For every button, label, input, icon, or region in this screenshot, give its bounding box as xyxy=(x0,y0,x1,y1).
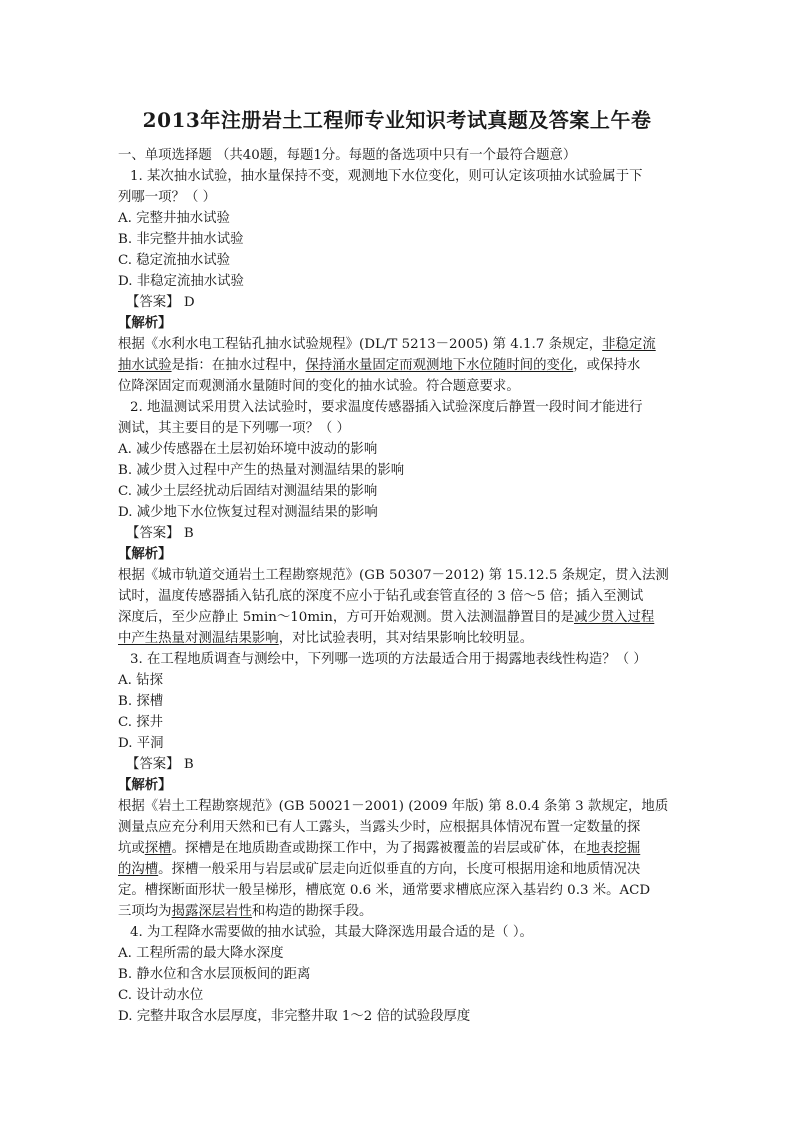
q1-stem-line-1: 1. 某次抽水试验，抽水量保持不变，观测地下水位变化，则可认定该项抽水试验属于下 xyxy=(130,169,643,184)
q2-exp-text: 深度后，至少应静止 5min～10min，方可开始观测。贯入法测温静置目的是 xyxy=(118,610,574,625)
q4-option-b: B. 静水位和含水层顶板间的距离 xyxy=(118,967,311,982)
q3-exp-underline: 的沟槽 xyxy=(118,862,159,877)
q1-option-a: A. 完整井抽水试验 xyxy=(118,211,230,226)
q2-exp-text: ，对比试验表明，其对结果影响比较明显。 xyxy=(278,631,534,646)
q1-exp-underline: 保持涌水量固定而观测地下水位随时间的变化 xyxy=(305,358,574,373)
q1-exp-underline: 抽水试验 xyxy=(118,358,172,373)
document-title: 2013年注册岩土工程师专业知识考试真题及答案上午卷 xyxy=(142,108,652,132)
q3-answer: 【答案】 B xyxy=(126,757,194,772)
q3-option-a: A. 钻探 xyxy=(118,673,163,688)
q4-option-d: D. 完整井取含水层厚度，非完整井取 1～2 倍的试验段厚度 xyxy=(118,1009,471,1024)
q1-exp-text: 根据《水利水电工程钻孔抽水试验规程》(DL/T 5213－2005) 第 4.1.7 条规定， xyxy=(118,337,603,352)
q3-exp-underline: 地表挖掘 xyxy=(586,841,641,856)
document-body xyxy=(118,145,684,1027)
q1-explanation-line-2 xyxy=(118,355,684,376)
q3-explanation-line-6 xyxy=(118,901,684,922)
q1-explanation-line-3: 位降深固定而观测涌水量随时间的变化的抽水试验。符合题意要求。 xyxy=(118,379,520,394)
q1-analysis-label: 【解析】 xyxy=(118,315,172,331)
q3-explanation-line-1: 根据《岩土工程勘察规范》(GB 50021－2001) (2009 年版) 第 8.0.4 条第 3 款规定，地质 xyxy=(118,799,669,814)
q3-exp-text: 和构造的勘探手段。 xyxy=(251,904,373,919)
q2-explanation-line-1: 根据《城市轨道交通岩土工程勘察规范》(GB 50307－2012) 第 15.12.5 条规定，贯入法测 xyxy=(118,568,669,583)
q2-option-a: A. 减少传感器在土层初始环境中波动的影响 xyxy=(118,442,378,457)
q3-explanation-line-3 xyxy=(118,838,684,859)
q1-exp-text: ，或保持水 xyxy=(573,358,641,373)
q2-analysis-label: 【解析】 xyxy=(118,546,172,562)
section-header: 一、单项选择题 （共40题，每题1分。每题的备选项中只有一个最符合题意） xyxy=(118,148,577,163)
q1-option-c: C. 稳定流抽水试验 xyxy=(118,253,231,268)
q3-exp-underline: 探槽 xyxy=(144,841,172,856)
q2-option-d: D. 减少地下水位恢复过程对测温结果的影响 xyxy=(118,505,378,520)
q2-exp-underline: 中产生热量对测温结果影响 xyxy=(118,631,279,646)
q3-exp-underline: 揭露深层岩性 xyxy=(171,904,252,919)
q2-explanation-line-4 xyxy=(118,628,684,649)
q1-exp-text: 是指：在抽水过程中， xyxy=(171,358,306,373)
q3-analysis-label: 【解析】 xyxy=(118,777,172,793)
q3-option-c: C. 探井 xyxy=(118,715,164,730)
q1-answer: 【答案】 D xyxy=(126,295,195,310)
q2-stem-line-2: 测试，其主要目的是下列哪一项？（ ） xyxy=(118,421,350,436)
q3-explanation-line-2: 测量点应充分利用天然和已有人工露头，当露头少时，应根据具体情况布置一定数量的探 xyxy=(118,820,641,835)
q3-exp-text: 。探槽是在地质勘查或勘探工作中，为了揭露被覆盖的岩层或矿体，在 xyxy=(171,841,587,856)
q1-option-b: B. 非完整井抽水试验 xyxy=(118,232,244,247)
q2-explanation-line-2: 试时，温度传感器插入钻孔底的深度不应小于钻孔或套管直径的 3 倍～5 倍；插入至测试 xyxy=(118,589,644,604)
q3-exp-text: 。探槽一般采用与岩层或矿层走向近似垂直的方向，长度可根据用途和地质情况决 xyxy=(158,862,641,877)
q1-exp-underline: 非稳定流 xyxy=(602,337,656,352)
q3-stem-line-1: 3. 在工程地质调查与测绘中，下列哪一选项的方法最适合用于揭露地表线性构造？（ ） xyxy=(130,652,647,667)
q3-option-b: B. 探槽 xyxy=(118,694,164,709)
q3-option-d: D. 平洞 xyxy=(118,736,164,751)
q2-answer: 【答案】 B xyxy=(126,526,194,541)
q3-explanation-line-4 xyxy=(118,859,684,880)
q3-exp-text: 三项均为 xyxy=(118,904,172,919)
q2-option-c: C. 减少土层经扰动后固结对测温结果的影响 xyxy=(118,484,378,499)
q4-stem-line-1: 4. 为工程降水需要做的抽水试验，其最大降深选用最合适的是（ ）。 xyxy=(130,925,533,940)
q2-stem-line-1: 2. 地温测试采用贯入法试验时，要求温度传感器插入试验深度后静置一段时间才能进行 xyxy=(130,400,643,415)
q1-explanation-line-1 xyxy=(118,334,684,355)
q1-option-d: D. 非稳定流抽水试验 xyxy=(118,274,244,289)
q2-exp-underline: 减少贯入过程 xyxy=(573,610,655,625)
q3-exp-text: 坑或 xyxy=(118,841,145,856)
q1-stem-line-2: 列哪一项？（ ） xyxy=(118,190,216,205)
q4-option-c: C. 设计动水位 xyxy=(118,988,204,1003)
q4-option-a: A. 工程所需的最大降水深度 xyxy=(118,946,284,961)
q2-explanation-line-3 xyxy=(118,607,684,628)
q2-option-b: B. 减少贯入过程中产生的热量对测温结果的影响 xyxy=(118,463,405,478)
q3-explanation-line-5: 定。槽探断面形状一般呈梯形，槽底宽 0.6 米，通常要求槽底应深入基岩约 0.3 米。ACD xyxy=(118,883,651,898)
